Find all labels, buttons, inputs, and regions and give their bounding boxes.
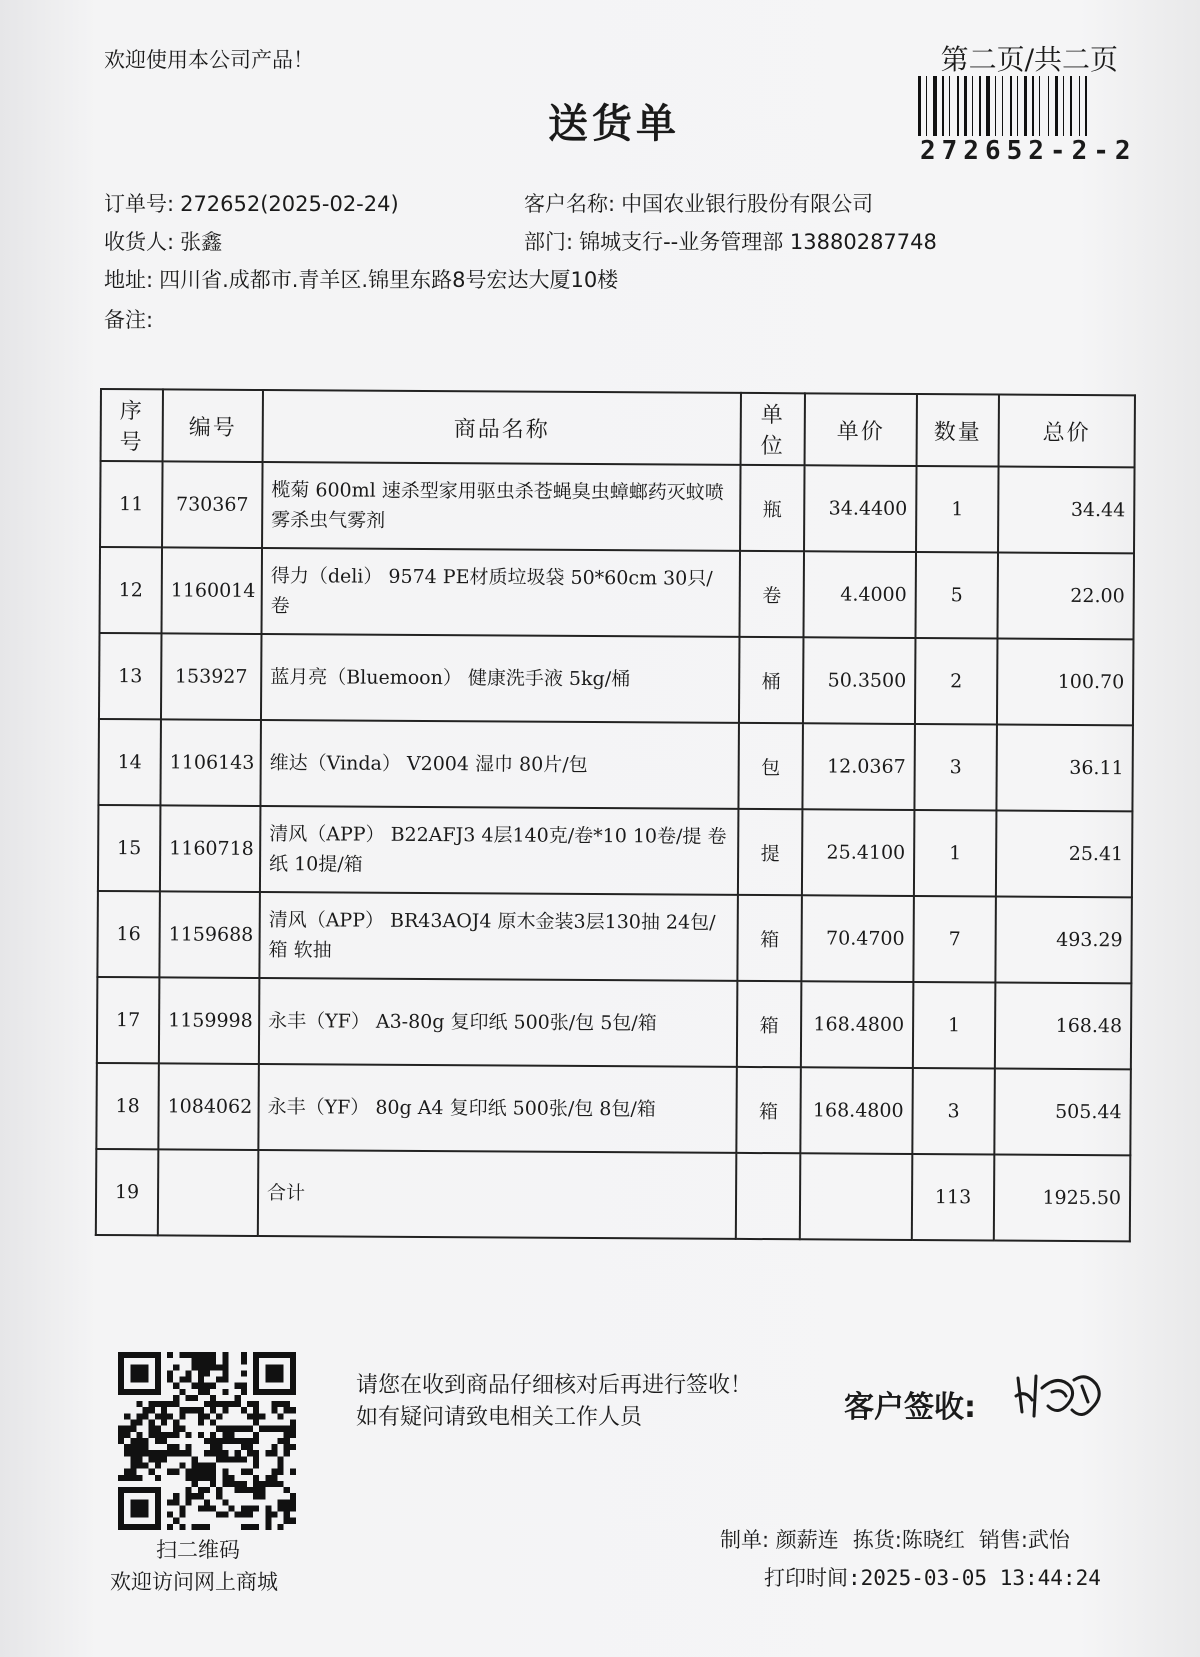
document-title: 送货单 — [548, 101, 680, 147]
barcode-bar — [964, 76, 967, 136]
barcode-number: 272652-2-2 — [920, 136, 1137, 166]
cell-seq: 11 — [100, 461, 163, 547]
cell-product-name: 得力（deli） 9574 PE材质垃圾袋 50*60cm 30只/卷 — [262, 548, 741, 637]
table-row — [96, 1063, 1131, 1155]
cell-unit-price: 70.4700 — [801, 895, 914, 982]
cell-code: 1106143 — [160, 719, 261, 806]
header-quantity: 数量 — [917, 394, 999, 466]
picked-by: 拣货:陈晓红 — [852, 1528, 965, 1552]
barcode-bar — [926, 76, 927, 136]
header-code: 编号 — [163, 389, 263, 462]
barcode-bar — [949, 76, 950, 136]
order-number-label: 订单号: — [104, 192, 175, 216]
barcode-bar — [1066, 76, 1068, 136]
barcode-bar — [961, 76, 962, 136]
table-row — [98, 805, 1133, 897]
cell-unit-price: 12.0367 — [802, 723, 915, 810]
cell-total: 22.00 — [997, 552, 1134, 639]
cell-unit: 瓶 — [740, 465, 805, 551]
barcode-bar — [1074, 76, 1077, 136]
table-row — [97, 891, 1132, 983]
barcode-bar — [1051, 76, 1053, 136]
cell-product-name: 蓝月亮（Bluemoon） 健康洗手液 5kg/桶 — [261, 634, 740, 723]
barcode — [918, 76, 1123, 136]
cell-code: 1160014 — [162, 547, 263, 634]
handwritten-signature — [1012, 1366, 1112, 1426]
barcode-bar — [1063, 76, 1064, 136]
cell-unit — [736, 1153, 801, 1239]
cell-quantity: 5 — [915, 552, 998, 638]
remark-field — [104, 304, 159, 334]
customer-label: 客户名称: — [524, 192, 616, 216]
barcode-bar — [1079, 76, 1080, 136]
cell-unit: 提 — [738, 809, 803, 895]
header-unit: 单位 — [741, 393, 805, 465]
department-field — [524, 226, 937, 256]
cell-seq: 15 — [98, 805, 161, 891]
made-by: 制单: 颜薪连 — [720, 1528, 839, 1552]
barcode-bar — [975, 76, 977, 136]
cell-product-name: 清风（APP） B22AFJ3 4层140克/卷*10 10卷/提 卷纸 10提/箱 — [260, 806, 739, 895]
barcode-bar — [1020, 76, 1022, 136]
cell-quantity: 1 — [913, 982, 996, 1068]
barcode-bar — [1048, 76, 1049, 136]
cell-unit: 卷 — [739, 551, 804, 637]
table-row — [97, 977, 1132, 1069]
barcode-bar — [952, 76, 955, 136]
cell-code: 1159688 — [159, 891, 260, 978]
cell-total: 505.44 — [994, 1068, 1131, 1155]
barcode-bar — [1036, 76, 1037, 136]
order-number-value: 272652(2025-02-24) — [180, 192, 399, 216]
table-header-row — [101, 389, 1135, 467]
barcode-bar — [1010, 76, 1012, 136]
cell-unit-price: 34.4400 — [804, 465, 917, 552]
customer-value: 中国农业银行股份有限公司 — [621, 192, 874, 216]
cell-seq: 13 — [99, 633, 162, 719]
barcode-bar — [986, 76, 990, 136]
receiver-field — [104, 226, 222, 256]
address-field — [104, 264, 618, 294]
cell-code: 1159998 — [159, 977, 260, 1064]
cell-quantity: 3 — [914, 724, 997, 810]
cell-total: 36.11 — [996, 724, 1133, 811]
barcode-bar — [972, 76, 973, 136]
barcode-bar — [946, 76, 947, 136]
customer-field — [524, 188, 873, 218]
cell-quantity: 1 — [914, 810, 997, 896]
cell-total: 168.48 — [995, 982, 1132, 1069]
qr-caption-mall: 欢迎访问网上商城 — [110, 1570, 278, 1594]
cell-total: 34.44 — [998, 466, 1135, 553]
barcode-bar — [1024, 76, 1027, 136]
barcode-bar — [969, 76, 970, 136]
barcode-bar — [1014, 76, 1015, 136]
barcode-bar — [933, 76, 937, 136]
cell-unit-price: 168.4800 — [801, 981, 914, 1068]
barcode-bar — [995, 76, 996, 136]
cell-unit: 箱 — [737, 895, 802, 981]
cell-product-name: 维达（Vinda） V2004 湿巾 80片/包 — [260, 720, 739, 809]
cell-unit: 桶 — [739, 637, 804, 723]
cell-seq: 16 — [97, 891, 160, 977]
barcode-bar — [992, 76, 993, 136]
remark-label: 备注: — [104, 308, 154, 332]
cell-code: 153927 — [161, 633, 262, 720]
cell-product-name: 永丰（YF） A3-80g 复印纸 500张/包 5包/箱 — [259, 978, 738, 1067]
cell-unit-price: 50.3500 — [803, 637, 916, 724]
page-indicator: 第二页/共二页 — [940, 43, 1118, 76]
cell-seq: 14 — [98, 719, 161, 805]
barcode-bar — [1002, 76, 1003, 136]
cell-quantity: 7 — [913, 896, 996, 982]
barcode-bar — [1029, 76, 1030, 136]
cell-unit-price — [800, 1153, 913, 1240]
address-value: 四川省.成都市.青羊区.锦里东路8号宏达大厦10楼 — [159, 268, 619, 292]
receiver-label: 收货人: — [104, 230, 175, 254]
cell-product-name: 合计 — [258, 1150, 737, 1239]
table-row — [100, 461, 1135, 553]
department-value: 锦城支行--业务管理部 13880287748 — [579, 230, 937, 254]
header-product-name: 商品名称 — [263, 390, 741, 465]
cell-total: 1925.50 — [994, 1154, 1131, 1241]
cell-product-name: 永丰（YF） 80g A4 复印纸 500张/包 8包/箱 — [258, 1064, 737, 1153]
summary-row — [96, 1149, 1131, 1241]
barcode-bar — [979, 76, 981, 136]
cell-total: 25.41 — [996, 810, 1133, 897]
cell-quantity: 113 — [912, 1154, 995, 1240]
cell-quantity: 3 — [912, 1068, 995, 1154]
barcode-bar — [1017, 76, 1018, 136]
sales-person: 销售:武怡 — [978, 1528, 1070, 1552]
barcode-bar — [1032, 76, 1034, 136]
cell-seq: 17 — [97, 977, 160, 1063]
barcode-bar — [1082, 76, 1083, 136]
qr-code[interactable] — [118, 1352, 296, 1530]
print-time: 打印时间:2025-03-05 13:44:24 — [764, 1566, 1101, 1590]
department-label: 部门: — [524, 230, 574, 254]
barcode-bar — [1039, 76, 1040, 136]
cell-seq: 19 — [96, 1149, 159, 1235]
items-table — [95, 388, 1136, 1242]
cell-total: 100.70 — [997, 638, 1134, 725]
receiver-value: 张鑫 — [180, 230, 223, 254]
qr-caption-scan: 扫二维码 — [156, 1538, 240, 1562]
cell-product-name: 榄菊 600ml 速杀型家用驱虫杀苍蝇臭虫蟑螂药灭蚊喷雾杀虫气雾剂 — [262, 462, 741, 551]
barcode-bar — [918, 76, 921, 136]
cell-total: 493.29 — [995, 896, 1132, 983]
barcode-bar — [923, 76, 924, 136]
barcode-bar — [942, 76, 944, 136]
cell-unit-price: 25.4100 — [802, 809, 915, 896]
table-row — [99, 633, 1134, 725]
barcode-bar — [1055, 76, 1058, 136]
address-label: 地址: — [104, 268, 154, 292]
verification-notice: 请您在收到商品仔细核对后再进行签收！如有疑问请致电相关工作人员 — [356, 1373, 753, 1430]
cell-code: 1084062 — [158, 1063, 259, 1150]
cell-code — [158, 1149, 259, 1236]
cell-code: 1160718 — [160, 805, 261, 892]
order-number-field — [104, 188, 399, 218]
cell-unit-price: 168.4800 — [800, 1067, 913, 1154]
table-row — [98, 719, 1133, 811]
header-seq: 序号 — [101, 389, 163, 461]
barcode-bar — [1060, 76, 1061, 136]
barcode-bar — [939, 76, 940, 136]
cell-product-name: 清风（APP） BR43AOJ4 原木金装3层130抽 24包/箱 软抽 — [259, 892, 738, 981]
barcode-bar — [957, 76, 959, 136]
barcode-bar — [1085, 76, 1087, 136]
cell-unit-price: 4.4000 — [803, 551, 916, 638]
barcode-bar — [1005, 76, 1008, 136]
barcode-bar — [929, 76, 931, 136]
cell-seq: 18 — [96, 1063, 159, 1149]
barcode-bar — [1070, 76, 1072, 136]
cell-unit: 箱 — [736, 1067, 801, 1153]
header-total: 总价 — [999, 394, 1135, 467]
cell-unit: 箱 — [737, 981, 802, 1067]
cell-unit: 包 — [738, 723, 803, 809]
welcome-text: 欢迎使用本公司产品！ — [104, 48, 314, 72]
cell-quantity: 2 — [915, 638, 998, 724]
barcode-bar — [998, 76, 1000, 136]
header-unit-price: 单价 — [805, 393, 917, 466]
staff-info — [720, 1524, 1084, 1554]
customer-signature-label: 客户签收: — [844, 1390, 976, 1425]
cell-seq: 12 — [100, 547, 163, 633]
cell-code: 730367 — [162, 461, 263, 548]
cell-quantity: 1 — [916, 466, 999, 552]
table-row — [100, 547, 1135, 639]
barcode-bar — [983, 76, 984, 136]
barcode-bar — [1042, 76, 1046, 136]
